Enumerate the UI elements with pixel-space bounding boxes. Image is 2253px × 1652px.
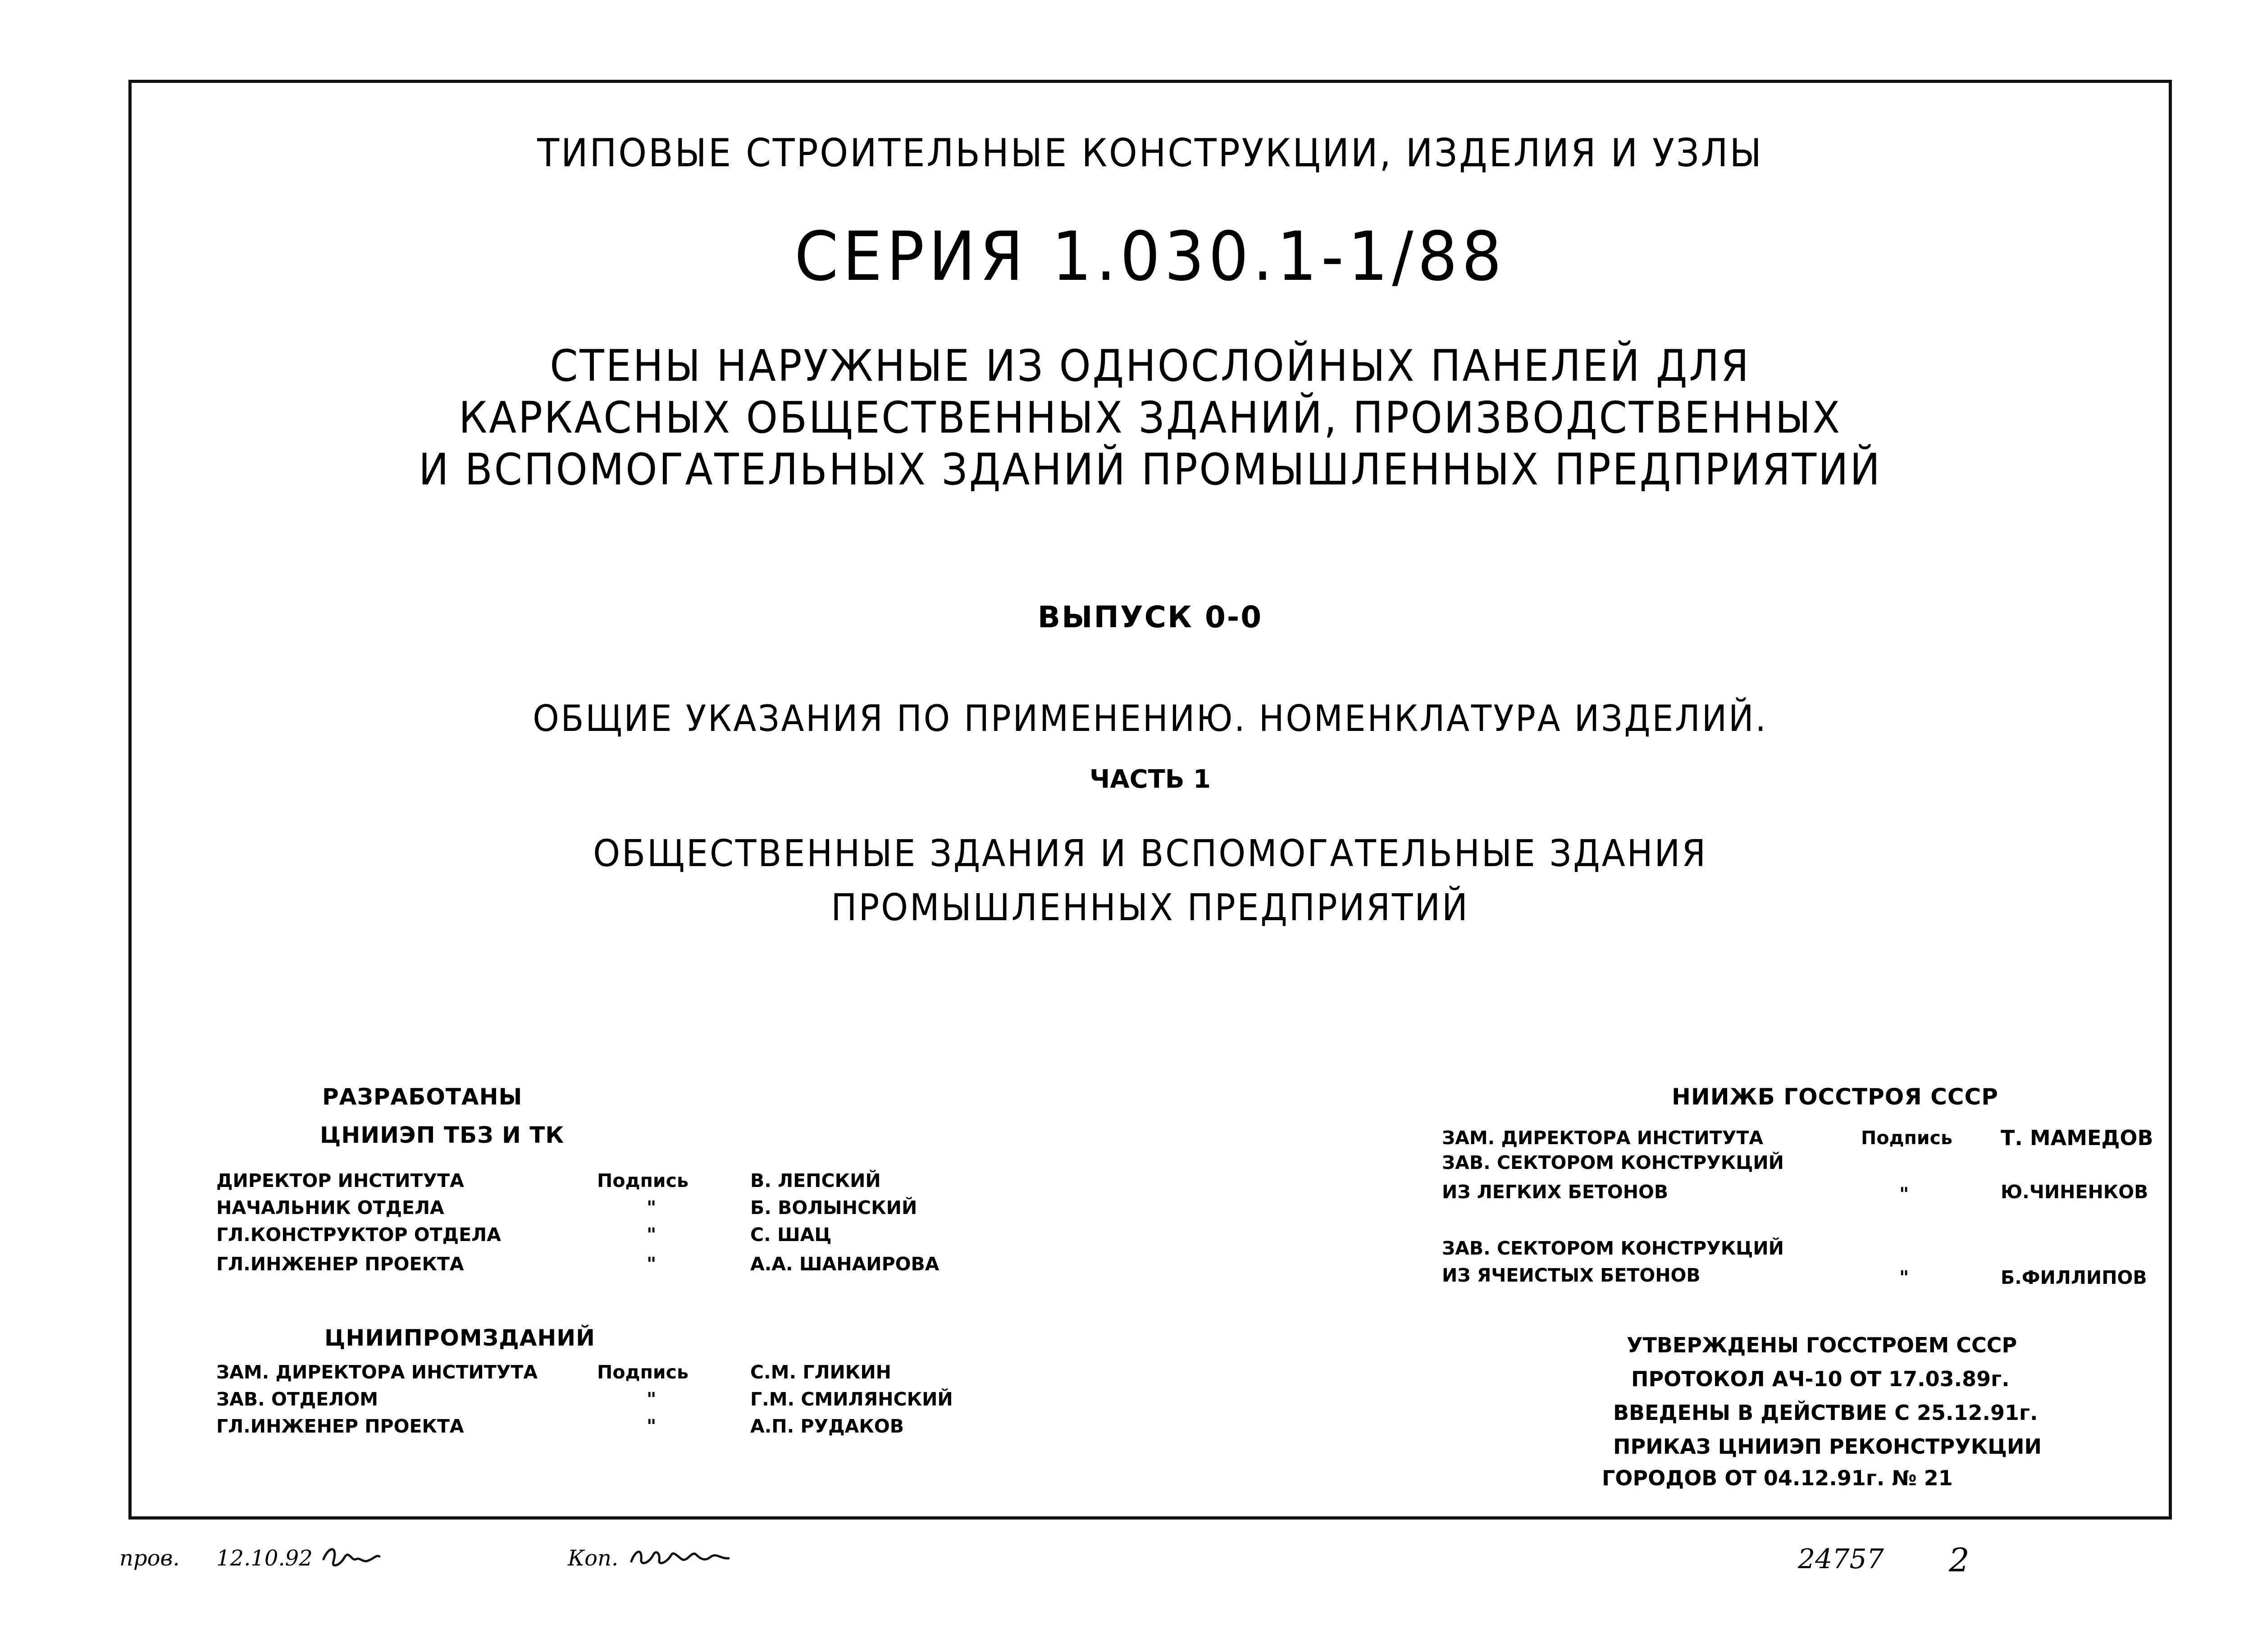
org1-row4-signature: " [647,1253,657,1275]
niizhb-row3-person: Б.ФИЛЛИПОВ [2001,1267,2147,1288]
org2-name: ЦНИИПРОМЗДАНИЙ [324,1325,595,1351]
subtitle: ОБЩИЕ УКАЗАНИЯ ПО ПРИМЕНЕНИЮ. НОМЕНКЛАТУРА ИЗДЕЛИЙ. [533,698,1768,739]
org1-row3-position: ГЛ.КОНСТРУКТОР ОТДЕЛА [216,1224,501,1246]
approval-line-1: УТВЕРЖДЕНЫ ГОССТРОЕМ СССР [1627,1333,2017,1357]
org1-row2-person: Б. ВОЛЫНСКИЙ [750,1197,917,1218]
niizhb-row1-person: Т. МАМЕДОВ [2001,1126,2153,1150]
org2-row2-position: ЗАВ. ОТДЕЛОМ [216,1388,379,1410]
issue-number: ВЫПУСК 0-0 [1037,600,1263,634]
copyist-signature [629,1541,732,1573]
niizhb-row2-signature: " [1899,1183,1909,1205]
org1-row1-signature: Подпись [597,1170,689,1191]
niizhb-row1-signature: Подпись [1861,1127,1952,1149]
org2-row1-signature: Подпись [597,1361,689,1383]
niizhb-row2-position-line1: ЗАВ. СЕКТОРОМ КОНСТРУКЦИЙ [1442,1152,1784,1173]
org2-row1-person: С.М. ГЛИКИН [750,1361,891,1383]
approval-line-4: ПРИКАЗ ЦНИИЭП РЕКОНСТРУКЦИИ [1613,1434,2042,1459]
document-number: 24757 [1798,1543,1884,1575]
org2-row3-signature: " [647,1415,657,1437]
niizhb-name: НИИЖБ ГОССТРОЯ СССР [1672,1084,1998,1110]
niizhb-row2-position-line2: ИЗ ЛЕГКИХ БЕТОНОВ [1442,1181,1669,1203]
org1-row4-person: А.А. ШАНАИРОВА [750,1253,940,1275]
copy-label: Коп. [568,1546,619,1571]
org1-row4-position: ГЛ.ИНЖЕНЕР ПРОЕКТА [216,1253,464,1275]
org2-row1-position: ЗАМ. ДИРЕКТОРА ИНСТИТУТА [216,1361,538,1383]
check-label: пров. [119,1546,180,1571]
org2-row2-person: Г.М. СМИЛЯНСКИЙ [750,1388,953,1410]
org2-row3-person: А.П. РУДАКОВ [750,1415,904,1437]
org1-name: ЦНИИЭП ТБЗ И ТК [320,1122,565,1148]
part-title-line-1: ОБЩЕСТВЕННЫЕ ЗДАНИЯ И ВСПОМОГАТЕЛЬНЫЕ ЗДАНИЯ [593,832,1707,875]
approval-line-2: ПРОТОКОЛ АЧ-10 ОТ 17.03.89г. [1631,1367,2010,1391]
check-date: 12.10.92 [216,1546,313,1571]
niizhb-row3-position-line2: ИЗ ЯЧЕИСТЫХ БЕТОНОВ [1442,1264,1701,1286]
niizhb-row3-signature: " [1899,1267,1909,1288]
checker-signature [320,1541,383,1573]
title-line-2: КАРКАСНЫХ ОБЩЕСТВЕННЫХ ЗДАНИЙ, ПРОИЗВОДСТВЕННЫХ [459,392,1842,443]
org1-row1-person: В. ЛЕПСКИЙ [750,1170,881,1191]
series-number: СЕРИЯ 1.030.1-1/88 [794,218,1506,296]
sheet-number: 2 [1949,1541,1970,1579]
approval-line-3: ВВЕДЕНЫ В ДЕЙСТВИЕ С 25.12.91г. [1613,1401,2038,1425]
part-title-line-2: ПРОМЫШЛЕННЫХ ПРЕДПРИЯТИЙ [831,886,1469,929]
org1-row3-signature: " [647,1224,657,1246]
niizhb-row3-position-line1: ЗАВ. СЕКТОРОМ КОНСТРУКЦИЙ [1442,1237,1784,1259]
part-label: ЧАСТЬ 1 [1089,765,1211,794]
title-line-1: СТЕНЫ НАРУЖНЫЕ ИЗ ОДНОСЛОЙНЫХ ПАНЕЛЕЙ ДЛЯ [550,341,1751,391]
org1-row1-position: ДИРЕКТОР ИНСТИТУТА [216,1170,464,1191]
niizhb-row1-position: ЗАМ. ДИРЕКТОРА ИНСТИТУТА [1442,1127,1764,1149]
developers-heading: РАЗРАБОТАНЫ [322,1084,523,1110]
org2-row3-position: ГЛ.ИНЖЕНЕР ПРОЕКТА [216,1415,464,1437]
org1-row2-signature: " [647,1197,657,1218]
series-title: ТИПОВЫЕ СТРОИТЕЛЬНЫЕ КОНСТРУКЦИИ, ИЗДЕЛИЯ И УЗЛЫ [537,131,1763,176]
approval-line-5: ГОРОДОВ ОТ 04.12.91г. № 21 [1602,1466,1953,1490]
org1-row3-person: С. ШАЦ [750,1224,832,1246]
org2-row2-signature: " [647,1388,657,1410]
title-line-3: И ВСПОМОГАТЕЛЬНЫХ ЗДАНИЙ ПРОМЫШЛЕННЫХ ПРЕДПРИЯТИЙ [419,444,1882,495]
niizhb-row2-person: Ю.ЧИНЕНКОВ [2001,1181,2148,1203]
org1-row2-position: НАЧАЛЬНИК ОТДЕЛА [216,1197,444,1218]
